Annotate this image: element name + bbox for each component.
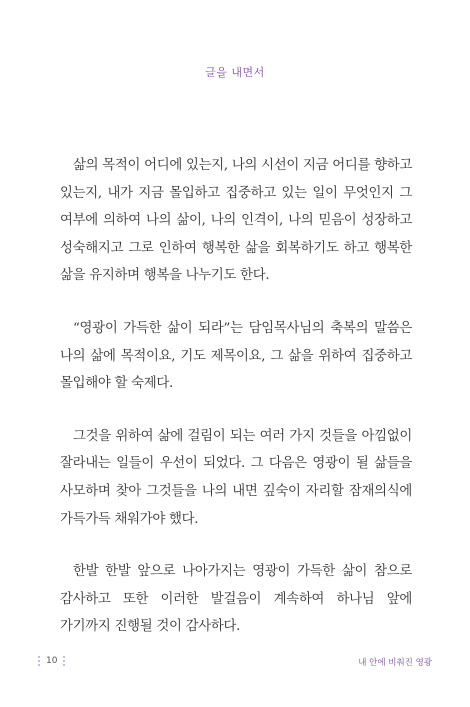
dots-right-icon xyxy=(63,656,65,666)
paragraph-3: 그것을 위하여 삶에 걸림이 되는 여러 가지 것들을 아낌없이 잘라내는 일들이 우선이 되었다. 그 다음은 영광이 될 삶들을 사모하며 찾아 그것들을 나의 내면 깊숙이 자리할 잠재의식에 가득가득 채워가야 했다. xyxy=(60,428,412,527)
page-footer xyxy=(38,656,432,672)
page-number: 10 xyxy=(46,656,58,666)
chapter-title: 글을 내면서 xyxy=(205,66,265,79)
paragraph-4: 한발 한발 앞으로 나아가지는 영광이 가득한 삶이 참으로 감사하고 또한 이러한 발걸음이 계속하여 하나님 앞에 가기까지 진행될 것이 감사하다. xyxy=(60,564,412,635)
book-title: 내 안에 비춰진 영광 xyxy=(358,658,432,668)
body-text xyxy=(60,152,412,666)
dots-left-icon xyxy=(38,656,40,666)
paragraph-2: “영광이 가득한 삶이 되라”는 담임목사님의 축복의 말씀은 나의 삶에 목적이요, 기도 제목이요, 그 삶을 위하여 집중하고 몰입해야 할 숙제다. xyxy=(60,320,412,392)
paragraph-1: 삶의 목적이 어디에 있는지, 나의 시선이 지금 어디를 향하고 있는지, 내가 지금 몰입하고 집중하고 있는 일이 무엇인지 그 여부에 의하여 나의 삶이, 나의 인격이, 나의 믿음이 성장하고 성숙해지고 그로 인하여 행복한 삶을 회복하기도 하고 행복한 삶을 유지하며 행복을 나누기도 한다. xyxy=(60,158,412,284)
page-number-group xyxy=(38,656,65,666)
